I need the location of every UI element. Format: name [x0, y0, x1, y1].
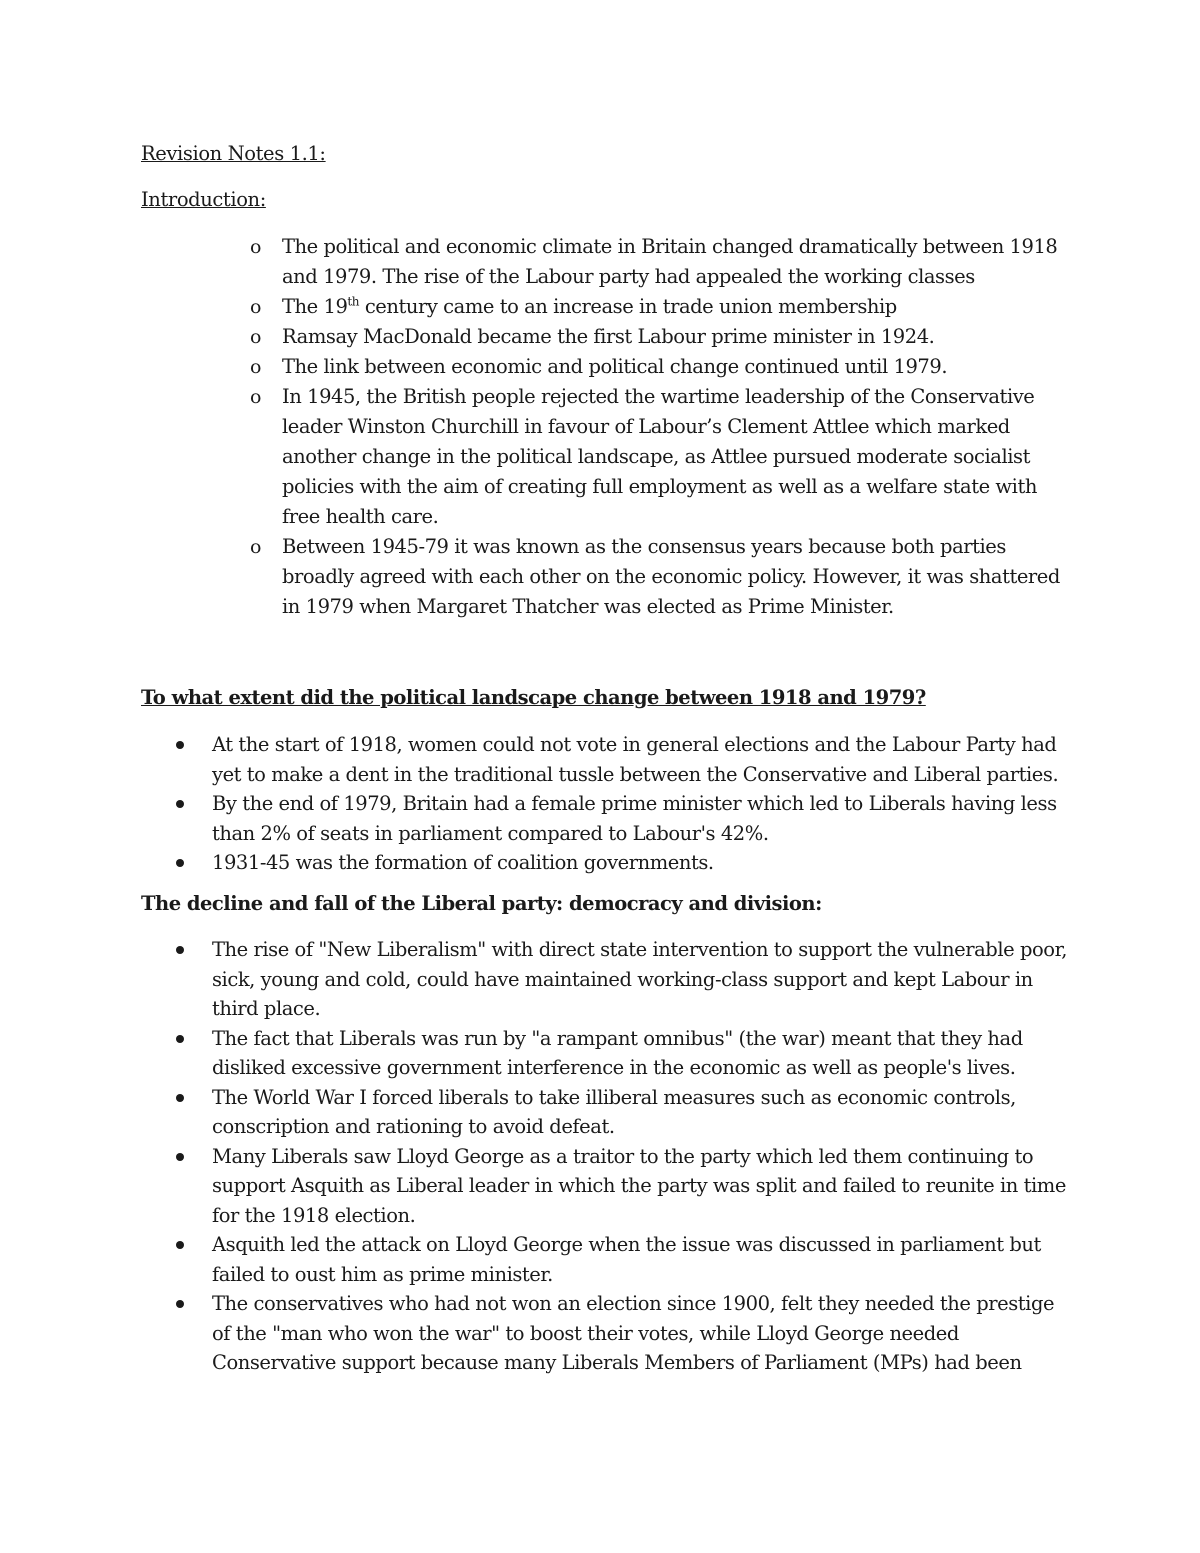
list-item-text: The World War I forced liberals to take illiberal measures such as economic controls, conscription and rationing to avoid defeat. [212, 1085, 1016, 1138]
list-item [176, 1230, 1076, 1289]
list-item-text: century came to an increase in trade union membership [359, 295, 897, 318]
list-item [248, 292, 1068, 322]
list-item-text: At the start of 1918, women could not vote in general elections and the Labour Party had yet to make a dent in the traditional tussle between the Conservative and Liberal parties. [212, 733, 1059, 786]
hollow-bullet-icon: o [250, 326, 261, 348]
list-item-text: Asquith led the attack on Lloyd George when the issue was discussed in parliament but failed to oust him as prime minister. [212, 1233, 1041, 1286]
hollow-bullet-icon: o [250, 296, 261, 318]
bullet-icon [176, 1035, 184, 1043]
bullet-icon [176, 1300, 184, 1308]
list-item [248, 532, 1068, 622]
doc-title: Revision Notes 1.1: [141, 142, 326, 165]
list-item-text: The link between economic and political change continued until 1979. [282, 355, 948, 378]
bullet-icon [176, 859, 184, 867]
section1-list [176, 730, 1076, 878]
hollow-bullet-icon: o [250, 236, 261, 258]
list-item [176, 848, 1076, 878]
section-heading-liberal-decline: The decline and fall of the Liberal party: democracy and division: [141, 892, 822, 915]
list-item-text: The 19 [282, 295, 348, 318]
list-item [176, 1289, 1076, 1378]
bullet-icon [176, 800, 184, 808]
hollow-bullet-icon: o [250, 356, 261, 378]
intro-list [248, 232, 1068, 622]
hollow-bullet-icon: o [250, 386, 261, 408]
list-item-text: Between 1945-79 it was known as the consensus years because both parties broadly agreed with each other on the economic policy. However, it was shattered in 1979 when Margaret Thatcher was elected as Prime Minister. [282, 535, 1060, 618]
list-item-text: Ramsay MacDonald became the first Labour prime minister in 1924. [282, 325, 935, 348]
bullet-icon [176, 946, 184, 954]
section-heading-political-landscape: To what extent did the political landscape change between 1918 and 1979? [141, 686, 926, 709]
list-item [248, 382, 1068, 532]
section2-list [176, 935, 1076, 1378]
list-item [176, 789, 1076, 848]
bullet-icon [176, 1241, 184, 1249]
bullet-icon [176, 1094, 184, 1102]
list-item [248, 322, 1068, 352]
list-item [176, 730, 1076, 789]
superscript: th [347, 294, 360, 309]
list-item-text: In 1945, the British people rejected the wartime leadership of the Conservative leader Winston Churchill in favour of Labour’s Clement Attlee which marked another change in the political landscape, as Attlee pursued moderate socialist policies with the aim of creating full employment as well as a welfare state with free health care. [282, 385, 1037, 528]
bullet-icon [176, 741, 184, 749]
list-item-text: The fact that Liberals was run by "a rampant omnibus" (the war) meant that they had disliked excessive government interference in the economic as well as people's lives. [212, 1026, 1023, 1079]
list-item [248, 352, 1068, 382]
list-item [176, 935, 1076, 1024]
list-item-text: The conservatives who had not won an election since 1900, felt they needed the prestige of the "man who won the war" to boost their votes, while Lloyd George needed Conservative support because many Liberals Members of Parliament (MPs) had been [212, 1292, 1055, 1374]
list-item [176, 1083, 1076, 1142]
list-item [176, 1142, 1076, 1231]
list-item-text: The rise of "New Liberalism" with direct state intervention to support the vulnerable poor, sick, young and cold, could have maintained working-class support and kept Labour in third place. [212, 938, 1068, 1020]
intro-heading: Introduction: [141, 188, 266, 211]
list-item-text: By the end of 1979, Britain had a female prime minister which led to Liberals having less than 2% of seats in parliament compared to Labour's 42%. [212, 792, 1057, 845]
list-item [248, 232, 1068, 292]
list-item [176, 1024, 1076, 1083]
list-item-text: Many Liberals saw Lloyd George as a traitor to the party which led them continuing to support Asquith as Liberal leader in which the party was split and failed to reunite in time for the 1918 election. [212, 1144, 1066, 1227]
list-item-text: The political and economic climate in Britain changed dramatically between 1918 and 1979. The rise of the Labour party had appealed the working classes [282, 235, 1058, 288]
hollow-bullet-icon: o [250, 536, 261, 558]
list-item-text: 1931-45 was the formation of coalition governments. [212, 851, 714, 874]
bullet-icon [176, 1153, 184, 1161]
